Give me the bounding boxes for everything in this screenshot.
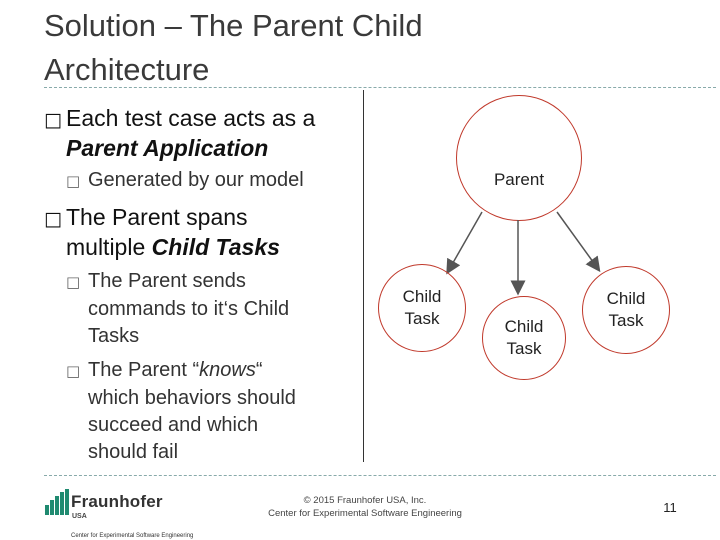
copyright-notice <box>240 494 490 520</box>
child-task-node-3 <box>582 266 670 354</box>
footer-divider <box>44 475 716 476</box>
child-task-node-2 <box>482 296 566 380</box>
child1-line2: Task <box>404 309 440 328</box>
arrow-to-child-3 <box>557 212 596 266</box>
copyright-line-1: © 2015 Fraunhofer USA, Inc. <box>303 495 427 506</box>
title-line-1: Solution – The Parent Child <box>44 8 423 43</box>
bullet2-line2-em: Child Tasks <box>151 234 280 260</box>
logo-name: Fraunhofer <box>71 492 163 511</box>
page-number: 11 <box>663 500 677 515</box>
title-line-2: Architecture <box>44 52 210 87</box>
sub-bullet-box-icon: □ <box>66 172 81 190</box>
bullet-box-icon: □ <box>44 109 62 131</box>
logo-subtitle: Center for Experimental Software Engineering <box>71 533 194 539</box>
child3-line1: Child <box>606 289 646 308</box>
fraunhofer-logo <box>45 486 215 540</box>
copyright-line-2: Center for Experimental Software Engineering <box>268 508 462 519</box>
parent-label: Parent <box>493 170 545 189</box>
bullet1-line1: Each test case acts as a <box>66 105 316 131</box>
child1-line1: Child <box>402 287 442 306</box>
sub2-line2: commands to it‘s Child <box>88 298 290 320</box>
sub-bullet-box-icon: □ <box>66 273 81 291</box>
sub3-line2: which behaviors should <box>88 387 296 409</box>
bullet1-line2: Parent Application <box>66 135 269 161</box>
sub2-line3: Tasks <box>88 325 140 347</box>
sub3-line3: succeed and which <box>88 414 259 436</box>
sub3-em: knows <box>199 359 256 381</box>
sub2-line1: The Parent sends <box>88 270 246 292</box>
sub3-prefix: The Parent “ <box>88 359 200 381</box>
arrow-to-child-1 <box>450 212 482 268</box>
sub3-line4: should fail <box>88 441 179 463</box>
child3-line2: Task <box>608 311 644 330</box>
child-task-node-1 <box>378 264 466 352</box>
sub-bullet-box-icon: □ <box>66 362 81 380</box>
sub3-suffix: “ <box>255 359 263 381</box>
bullet-box-icon: □ <box>44 208 62 230</box>
sub1-text: Generated by our model <box>88 169 304 191</box>
fraunhofer-mark-icon <box>45 489 69 515</box>
bullet2-line1: The Parent spans <box>66 204 248 230</box>
logo-usa: USA <box>72 513 87 520</box>
bullet2-line2-prefix: multiple <box>66 234 152 260</box>
child2-line2: Task <box>506 339 542 358</box>
child2-line1: Child <box>504 317 544 336</box>
